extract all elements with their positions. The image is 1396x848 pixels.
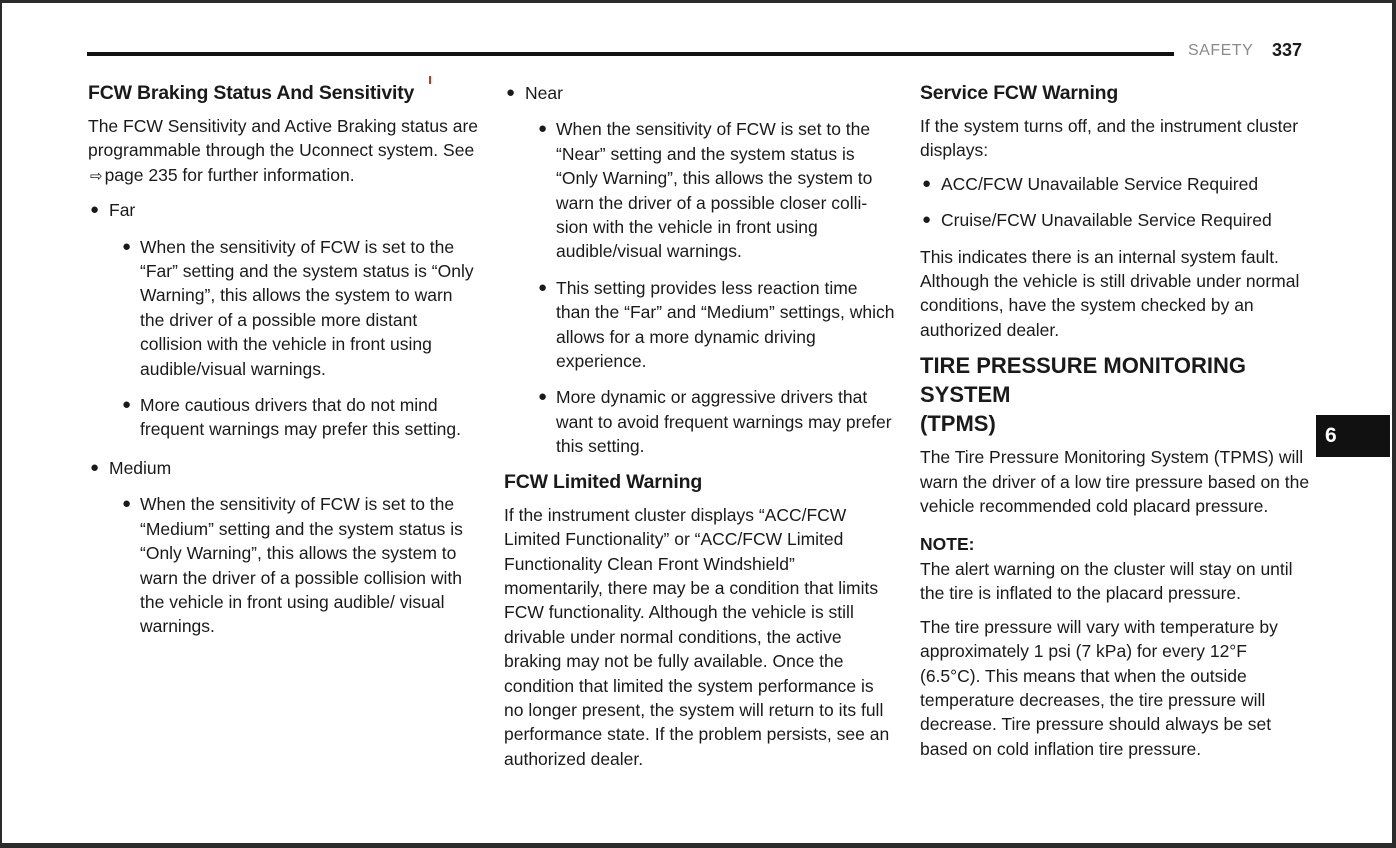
intro-paragraph — [88, 114, 480, 189]
list-item — [920, 172, 1310, 196]
bullet-icon: ● — [90, 458, 100, 476]
note-label: NOTE: — [920, 534, 975, 555]
column-1 — [88, 80, 480, 653]
bullet-icon: ● — [122, 495, 132, 513]
heading-fcw-limited-warning: FCW Limited Warning — [504, 470, 703, 493]
tpms-intro-paragraph: The Tire Pressure Monitoring System (TPMS) will warn the driver of a low tire pressure based on the vehicle recommended cold placard pressure. — [920, 447, 1310, 517]
list-item — [120, 235, 480, 381]
chapter-tab: 6 — [1316, 415, 1390, 457]
header-rule — [87, 52, 1174, 56]
service-message-list — [920, 172, 1310, 233]
page-number: 337 — [1272, 40, 1303, 60]
medium-sublist — [120, 492, 480, 638]
far-item-text: When the sensitivity of FCW is set to the “Far” setting and the system status is “Only Warning”, this allows the system to warn the driver of a possible more distant collision with the vehicle in front using audible/visual warnings. — [140, 236, 474, 379]
bullet-icon: ● — [538, 388, 548, 406]
service-fault-paragraph: This indicates there is an internal system fault. Although the vehicle is still drivable under normal conditions, have the system checked by an authorized dealer. — [920, 246, 1300, 340]
page-ref-arrow-icon[interactable]: ⇨ — [90, 167, 103, 185]
bullet-icon: ● — [122, 396, 132, 414]
temperature-paragraph: The tire pressure will vary with temperature by approximately 1 psi (7 kPa) for every 12°F (6.5°C). This means that when the outside temperature decreases, the tire pressure will decrease. Tire pressure should always be set based on cold inflation tire pressure. — [920, 616, 1278, 759]
far-label: Far — [109, 200, 136, 221]
far-item-text: More cautious drivers that do not mind frequent warnings may prefer this setting. — [140, 395, 461, 440]
running-header-section: SAFETY — [1188, 42, 1254, 59]
near-label: Near — [525, 83, 563, 103]
limited-warning-paragraph: If the instrument cluster displays “ACC/FCW Limited Functionality” or “ACC/FCW Limited Functionality Clean Front Windshield” momentarily, there may be a condition that limits FCW functionality. Although the vehicle is still drivable under normal conditions, the active braking may not be fully available. Once the condition that limited the system performance is no longer present, the system will return to its full performance state. If the problem persists, see an authorized dealer. — [504, 504, 890, 769]
bullet-icon: ● — [506, 84, 516, 101]
list-item — [536, 385, 896, 458]
near-item-text: When the sensitivity of FCW is set to the “Near” setting and the system status is “Only Warning”, this allows the system to warn the driver of a possible closer colli-sion with the vehicle in front using audible/visual warnings. — [556, 119, 873, 262]
heading-tpms — [920, 351, 1310, 438]
list-item — [120, 492, 480, 638]
heading-service-fcw-warning: Service FCW Warning — [920, 82, 1119, 104]
list-item-medium — [88, 456, 480, 639]
near-item-text: This setting provides less reaction time than the “Far” and “Medium” settings, which allows for a more dynamic driving experience. — [556, 277, 895, 372]
far-sublist — [120, 235, 480, 442]
service-item-text: Cruise/FCW Unavailable Service Required — [941, 210, 1272, 231]
bullet-icon: ● — [922, 211, 932, 229]
medium-label: Medium — [109, 457, 172, 478]
sensitivity-list — [88, 198, 480, 639]
list-item — [536, 117, 896, 263]
intro-ref-text: page 235 for further information. — [104, 164, 355, 185]
column-2 — [504, 81, 896, 780]
intro-text: The FCW Sensitivity and Active Braking status are programmable through the Uconnect system. See — [88, 116, 479, 161]
bullet-icon: ● — [922, 174, 932, 192]
heading-fcw-braking-status: FCW Braking Status And Sensitivity — [88, 82, 415, 104]
list-item-far — [88, 198, 480, 442]
tpms-heading-line2: (TPMS) — [920, 411, 996, 437]
bullet-icon: ● — [90, 201, 100, 219]
bullet-icon: ● — [538, 120, 548, 138]
near-list — [504, 81, 896, 459]
note-paragraph: The alert warning on the cluster will stay on until the tire is inflated to the placard pressure. — [920, 558, 1293, 604]
bullet-icon: ● — [122, 237, 132, 255]
column-3 — [920, 80, 1310, 770]
service-intro-paragraph: If the system turns off, and the instrument cluster displays: — [920, 116, 1299, 161]
near-item-text: More dynamic or aggressive drivers that want to avoid frequent warnings may prefer this setting. — [556, 387, 892, 457]
list-item — [920, 208, 1310, 232]
service-item-text: ACC/FCW Unavailable Service Required — [941, 173, 1259, 194]
list-item — [120, 393, 480, 442]
list-item — [536, 276, 896, 374]
medium-item-text: When the sensitivity of FCW is set to the “Medium” setting and the system status is “Only Warning”, this allows the system to warn the driver of a possible collision with the vehicle in front using audible/ visual warnings. — [140, 494, 463, 637]
near-sublist — [536, 117, 896, 458]
bullet-icon: ● — [538, 278, 548, 296]
list-item-near — [504, 81, 896, 459]
tpms-heading-line1: TIRE PRESSURE MONITORING SYSTEM — [920, 353, 1246, 408]
